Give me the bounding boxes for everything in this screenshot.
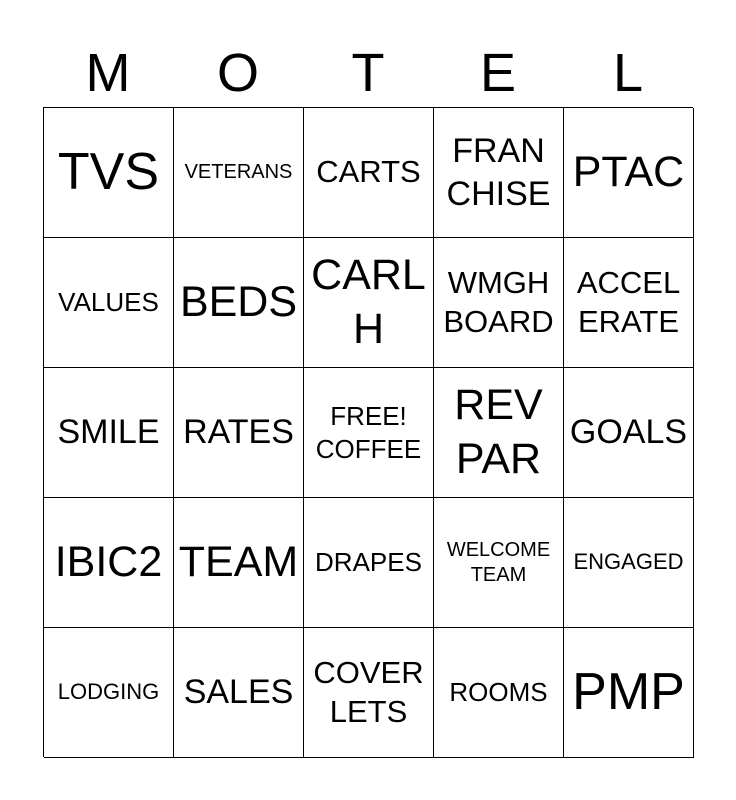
bingo-cell[interactable]: VETERANS — [174, 108, 304, 238]
bingo-cell[interactable]: IBIC2 — [44, 498, 174, 628]
bingo-cell[interactable]: ACCEL ERATE — [564, 238, 694, 368]
bingo-board — [43, 107, 693, 757]
bingo-cell[interactable]: ROOMS — [434, 628, 564, 758]
header-letter-o: O — [216, 43, 259, 103]
header-letter-m: M — [85, 43, 131, 103]
bingo-cell[interactable]: RATES — [174, 368, 304, 498]
bingo-cell[interactable]: CARL H — [304, 238, 434, 368]
header-letter-l: L — [612, 43, 644, 103]
header-letter-t: T — [351, 43, 385, 103]
bingo-cell[interactable]: PMP — [564, 628, 694, 758]
bingo-cell[interactable]: FREE! COFFEE — [304, 368, 434, 498]
bingo-cell[interactable]: CARTS — [304, 108, 434, 238]
bingo-cell[interactable]: SALES — [174, 628, 304, 758]
bingo-cell[interactable]: PTAC — [564, 108, 694, 238]
bingo-cell[interactable]: DRAPES — [304, 498, 434, 628]
header-letter-e: E — [479, 43, 517, 103]
bingo-cell[interactable]: REV PAR — [434, 368, 564, 498]
bingo-cell[interactable]: BEDS — [174, 238, 304, 368]
bingo-cell[interactable]: COVER LETS — [304, 628, 434, 758]
bingo-cell[interactable]: TEAM — [174, 498, 304, 628]
bingo-cell[interactable]: SMILE — [44, 368, 174, 498]
bingo-cell[interactable]: GOALS — [564, 368, 694, 498]
bingo-cell[interactable]: ENGAGED — [564, 498, 694, 628]
bingo-cell[interactable]: TVS — [44, 108, 174, 238]
bingo-cell[interactable]: FRAN CHISE — [434, 108, 564, 238]
bingo-cell[interactable]: WELCOME TEAM — [434, 498, 564, 628]
bingo-cell[interactable]: LODGING — [44, 628, 174, 758]
bingo-header — [43, 40, 693, 106]
bingo-cell[interactable]: VALUES — [44, 238, 174, 368]
bingo-cell[interactable]: WMGH BOARD — [434, 238, 564, 368]
